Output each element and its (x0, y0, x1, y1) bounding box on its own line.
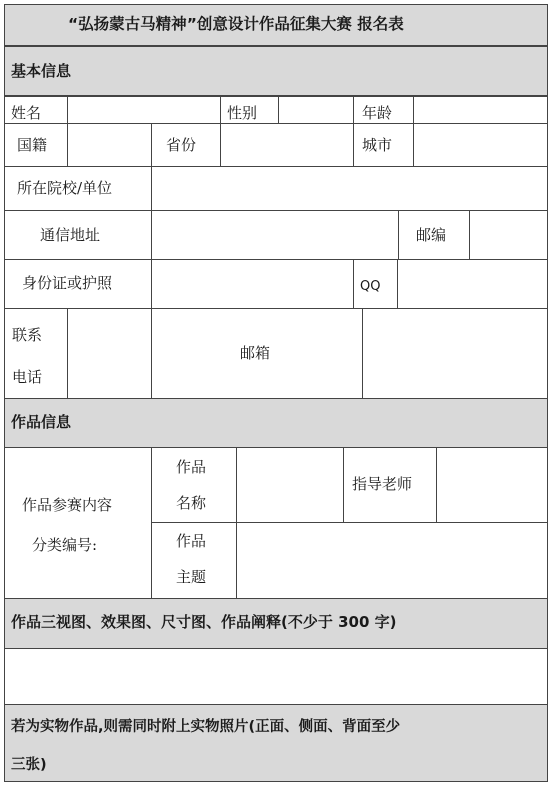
gender-label: 性别 (227, 104, 258, 122)
age-input[interactable] (413, 96, 548, 124)
category-label-cell (4, 447, 152, 599)
advisor-label: 指导老师 (352, 475, 413, 493)
views-input[interactable] (4, 648, 548, 705)
basic-info-header (4, 46, 548, 96)
id-label: 身份证或护照 (22, 274, 113, 292)
advisor-input[interactable] (436, 447, 548, 523)
category-label-line2: 分类编号: (32, 536, 98, 554)
address-input[interactable] (151, 210, 399, 260)
photo-note-line2: 三张) (11, 757, 47, 773)
zipcode-input[interactable] (469, 210, 548, 260)
phone-label-line1: 联系 (12, 326, 43, 344)
zipcode-label: 邮编 (416, 226, 447, 244)
address-label: 通信地址 (40, 226, 101, 244)
school-label: 所在院校/单位 (17, 179, 113, 197)
email-input[interactable] (362, 308, 548, 399)
theme-label-line1: 作品 (176, 532, 207, 550)
theme-input[interactable] (236, 522, 548, 599)
gender-input[interactable] (278, 96, 354, 124)
nationality-input[interactable] (67, 123, 152, 167)
age-label: 年龄 (362, 104, 393, 122)
category-label-line1: 作品参赛内容 (22, 496, 113, 514)
work-info-header (4, 398, 548, 448)
work-name-label-line2: 名称 (176, 494, 207, 512)
theme-label-line2: 主题 (176, 568, 207, 586)
qq-input[interactable] (397, 259, 548, 309)
qq-label: QQ (360, 279, 381, 294)
id-input[interactable] (151, 259, 354, 309)
nationality-label: 国籍 (17, 136, 48, 154)
work-info-label: 作品信息 (11, 413, 72, 431)
phone-input[interactable] (67, 308, 152, 399)
photo-note-row (4, 704, 548, 782)
province-label: 省份 (166, 136, 197, 154)
province-input[interactable] (220, 123, 354, 167)
phone-label-line2: 电话 (12, 368, 43, 386)
name-label: 姓名 (11, 104, 42, 122)
school-input[interactable] (151, 166, 548, 211)
basic-info-label: 基本信息 (11, 62, 72, 80)
form-title: “弘扬蒙古马精神”创意设计作品征集大赛 报名表 (68, 15, 404, 33)
email-label: 邮箱 (240, 344, 271, 362)
name-input[interactable] (67, 96, 221, 124)
city-input[interactable] (413, 123, 548, 167)
views-label: 作品三视图、效果图、尺寸图、作品阐释(不少于 300 字) (11, 613, 397, 631)
city-label: 城市 (362, 136, 393, 154)
photo-note-line1: 若为实物作品,则需同时附上实物照片(正面、侧面、背面至少 (11, 719, 401, 735)
work-name-input[interactable] (236, 447, 344, 523)
work-name-label-line1: 作品 (176, 458, 207, 476)
